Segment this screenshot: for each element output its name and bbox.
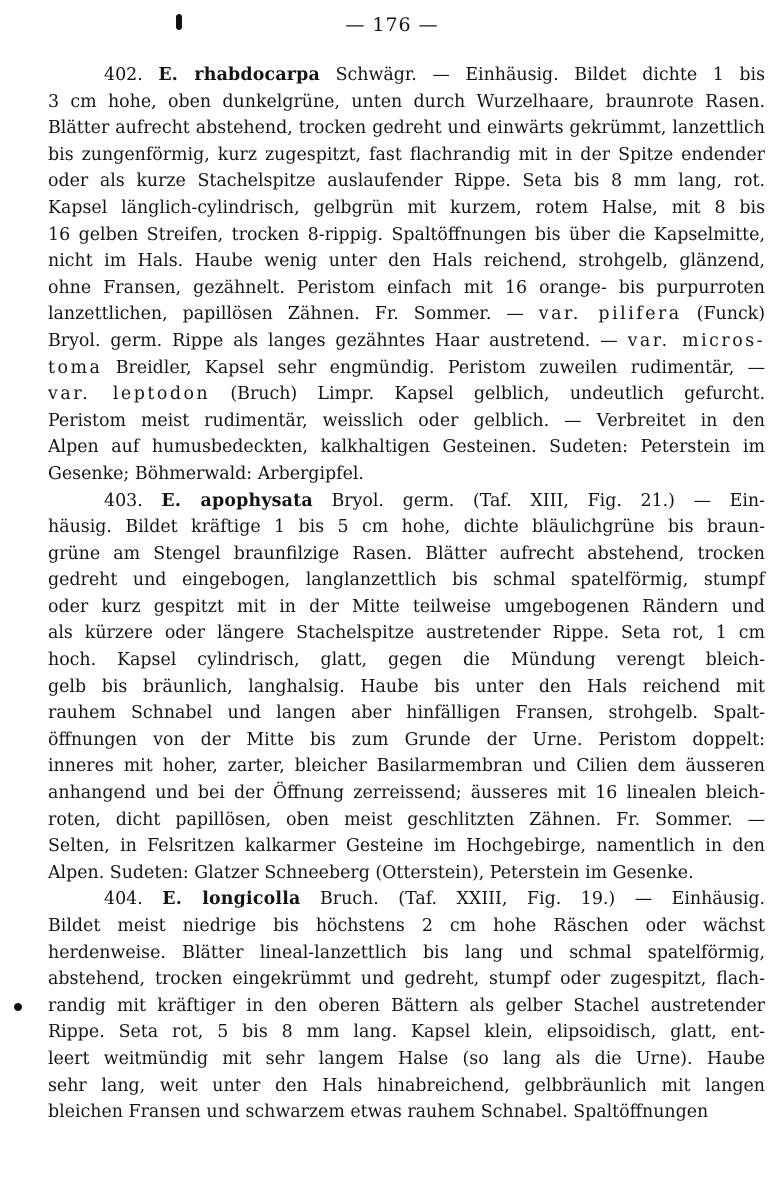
text-line <box>48 328 765 355</box>
text-run: Alpen. Sudeten: Glatzer Schneeberg (Otterstein), Peterstein im Gesenke. <box>48 862 694 883</box>
text-run: 404. <box>104 889 163 910</box>
text-line <box>48 594 765 621</box>
species-name: E. longicolla <box>162 889 301 910</box>
text-run: bleichen Fransen und schwarzem etwas rauhem Schnabel. Spaltöffnungen <box>48 1102 709 1123</box>
text-run: Bryol. germ. Rippe als langes gezähntes Haar austretend. — <box>48 330 628 351</box>
variety-name: var. pilifera <box>538 304 682 325</box>
text-run: oder kurz gespitzt mit in der Mitte teilweise umgebogenen Rändern und <box>48 596 765 617</box>
text-line <box>48 780 765 807</box>
text-line <box>48 913 765 940</box>
text-run: inneres mit hoher, zarter, bleicher Basilarmembran und Cilien dem äusseren <box>48 756 765 777</box>
text-line <box>48 461 765 488</box>
text-line <box>48 674 765 701</box>
text-run: leert weitmündig mit sehr langem Halse (so lang als die Urne). Haube <box>48 1048 765 1069</box>
text-run: 402. <box>104 65 159 85</box>
text-run: häusig. Bildet kräftige 1 bis 5 cm hohe, dichte bläulichgrüne bis braun- <box>48 517 765 538</box>
text-run: Alpen auf humusbedeckten, kalkhaltigen Gesteinen. Sudeten: Peterstein im <box>48 437 765 458</box>
species-name: E. apophysata <box>161 490 313 511</box>
text-line <box>48 1073 765 1100</box>
text-run: gelb bis bräunlich, langhalsig. Haube bis unter den Hals reichend mit <box>48 676 765 697</box>
text-run: Rippe. Seta rot, 5 bis 8 mm lang. Kapsel klein, elipsoidisch, glatt, ent- <box>48 1022 765 1043</box>
text-run: anhangend und bei der Öffnung zerreissend; äusseres mit 16 linealen bleich- <box>48 783 765 804</box>
text-line <box>48 275 765 302</box>
text-line <box>48 142 765 169</box>
text-line <box>48 567 765 594</box>
text-line <box>48 168 765 195</box>
text-line <box>48 488 765 515</box>
text-run: ohne Fransen, gezähnelt. Peristom einfach mit 16 orange- bis purpurroten <box>48 277 765 298</box>
text-run: randig mit kräftiger in den oberen Bättern als gelber Stachel austretender <box>48 995 765 1016</box>
text-run: Selten, in Felsritzen kalkarmer Gesteine im Hochgebirge, namentlich in den <box>48 836 765 857</box>
text-line <box>48 886 765 913</box>
text-run: abstehend, trocken eingekrümmt und gedreht, stumpf oder zugespitzt, flach- <box>48 969 765 990</box>
text-line <box>48 222 765 249</box>
text-run: lanzettlichen, papillösen Zähnen. Fr. Sommer. — <box>48 304 539 325</box>
text-line <box>48 993 765 1020</box>
text-line <box>48 541 765 568</box>
text-run: Gesenke; Böhmerwald: Arbergipfel. <box>48 463 364 484</box>
text-run: Bruch. (Taf. XXIII, Fig. 19.) — Einhäusig. <box>300 889 766 910</box>
text-run: Bildet meist niedrige bis höchstens 2 cm hohe Räschen oder wächst <box>48 916 765 936</box>
text-run: (Funck) <box>681 304 766 325</box>
text-run: Schwägr. — Einhäusig. Bildet dichte 1 bis <box>320 65 766 85</box>
text-line <box>48 620 765 647</box>
text-line <box>48 833 765 860</box>
text-line <box>48 966 765 993</box>
text-line <box>48 381 765 408</box>
text-run: nicht im Hals. Haube wenig unter den Hals reichend, strohgelb, glänzend, <box>48 251 765 272</box>
variety-name: var. leptodon <box>48 384 211 405</box>
text-run: grüne am Stengel braunfilzige Rasen. Blätter aufrecht abstehend, trocken <box>48 543 765 564</box>
text-line <box>48 355 765 382</box>
text-run: bis zungenförmig, kurz zugespitzt, fast flachrandig mit in der Spitze endender <box>48 144 765 165</box>
text-run: 16 gelben Streifen, trocken 8-rippig. Spaltöffnungen bis über die Kapselmitte, <box>48 224 765 245</box>
text-line <box>48 1046 765 1073</box>
text-line <box>48 195 765 222</box>
text-run: Breidler, Kapsel sehr engmündig. Peristom zuweilen rudimentär, — <box>102 357 765 378</box>
text-run: öffnungen von der Mitte bis zum Grunde der Urne. Peristom doppelt: <box>48 729 765 750</box>
text-run: als kürzere oder längere Stachelspitze austretender Rippe. Seta rot, 1 cm <box>48 623 765 644</box>
text-run: Peristom meist rudimentär, weisslich oder gelblich. — Verbreitet in den <box>48 410 765 431</box>
variety-name: toma <box>48 357 103 378</box>
text-run: Blätter aufrecht abstehend, trocken gedreht und einwärts gekrümmt, lanzettlich <box>48 118 765 139</box>
text-line <box>48 727 765 754</box>
text-run: oder als kurze Stachelspitze auslaufender Rippe. Seta bis 8 mm lang, rot. <box>48 171 765 192</box>
text-line <box>48 807 765 834</box>
text-run: Kapsel länglich-cylindrisch, gelbgrün mit kurzem, rotem Halse, mit 8 bis <box>48 197 765 218</box>
text-line <box>48 115 765 142</box>
text-run: Bryol. germ. (Taf. XIII, Fig. 21.) — Ein- <box>312 490 765 511</box>
text-run: hoch. Kapsel cylindrisch, glatt, gegen die Mündung verengt bleich- <box>48 650 765 671</box>
text-line <box>48 647 765 674</box>
text-line <box>48 434 765 461</box>
text-line <box>48 940 765 967</box>
page-number: — 176 — <box>345 14 439 36</box>
text-line <box>48 62 765 89</box>
text-run: gedreht und eingebogen, langlanzettlich bis schmal spatelförmig, stumpf <box>48 570 765 591</box>
text-line <box>48 1099 765 1126</box>
text-run: (Bruch) Limpr. Kapsel gelblich, undeutlich gefurcht. <box>210 384 765 405</box>
text-line <box>48 301 765 328</box>
text-run: herdenweise. Blätter lineal-lanzettlich bis lang und schmal spatelförmig, <box>48 942 765 963</box>
variety-name: var. micros- <box>627 330 765 351</box>
text-run: roten, dicht papillösen, oben meist geschlitzten Zähnen. Fr. Sommer. — <box>48 809 765 830</box>
text-line <box>48 700 765 727</box>
text-run: sehr lang, weit unter den Hals hinabreichend, gelbbräunlich mit langen <box>48 1075 765 1096</box>
ink-speck <box>14 1003 22 1011</box>
body-text <box>48 62 765 1126</box>
species-name: E. rhabdocarpa <box>158 65 320 85</box>
text-line <box>48 408 765 435</box>
text-run: rauhem Schnabel und langen aber hinfälligen Fransen, strohgelb. Spalt- <box>48 703 765 724</box>
text-run: 403. <box>104 490 162 511</box>
text-line <box>48 89 765 116</box>
text-line <box>48 514 765 541</box>
text-line <box>48 248 765 275</box>
text-run: 3 cm hohe, oben dunkelgrüne, unten durch Wurzelhaare, braunrote Rasen. <box>48 91 765 112</box>
text-line <box>48 753 765 780</box>
text-line <box>48 1019 765 1046</box>
text-line <box>48 860 765 887</box>
